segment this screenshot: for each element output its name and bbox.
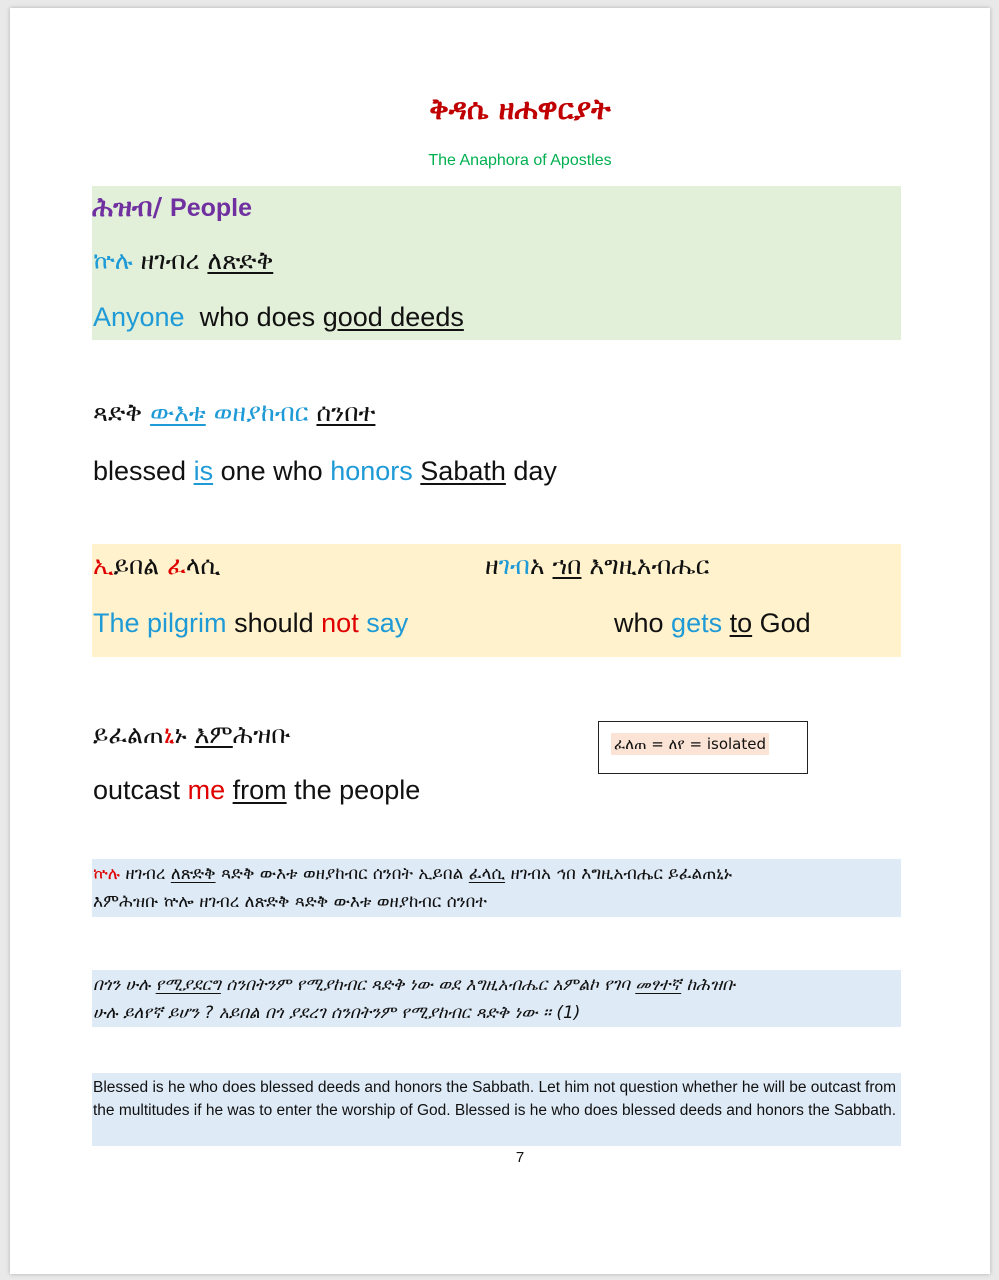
page-title: ቅዳሴ ዘሐዋርያት: [429, 92, 611, 126]
section3-english-left: The pilgrim should not say: [93, 608, 409, 638]
page-number: 7: [515, 1149, 525, 1166]
section2-english-line: blessed is one who honors Sabath day: [93, 456, 557, 486]
section2-geez-line: ጻድቅ ውእቱ ወዘያከብር ሰንበተ: [93, 398, 376, 427]
section3-geez-right: ዘገብአ ኀበ እግዚአብሔር: [485, 551, 710, 580]
amharic-summary-text: በጎን ሁሉ የሚያደርግ ሰንበትንም የሚያከብር ጻድቅ ነው ወደ እግዚአብሔር አምልኮ የገባ መፃተኛ ከሕዝቡ ሁሉ ይለየኛ ይሆን ? አይበል በጎ ያደረገ ሰንበትንም የሚያከብር ጻድቅ ነው ። (1): [93, 975, 736, 1023]
section1-english-line: Anyone who does good deeds: [93, 302, 464, 332]
page-subtitle: The Anaphora of Apostles: [428, 152, 612, 169]
definition-note-box: [598, 721, 808, 774]
section1-geez-line: ኵሉ ዘገብረ ለጽድቅ: [93, 246, 274, 275]
section3-geez-left: ኢይበል ፈላሲ: [93, 551, 221, 580]
people-heading: ሕዝብ/ People: [92, 193, 253, 223]
section4-geez-line: ይፈልጠኒኑ እምሕዝቡ: [93, 720, 291, 749]
definition-note: ፈለጠ = ለየ = isolated: [611, 733, 769, 755]
geez-summary-text: ኵሉ ዘገብረ ለጽድቅ ጻድቅ ውእቱ ወዘያከብር ሰንበት ኢይበል ፈላሲ ዘገብአ ኅበ እግዚአብሔር ይፈልጠኒኑ እምሕዝቡ ኵሎ ዘገብረ ለጽድቅ ጻድቅ ውእቱ ወዘያከብር ሰንበተ: [93, 864, 732, 912]
section4-english-line: outcast me from the people: [93, 775, 421, 805]
section3-english-right: who gets to God: [614, 608, 811, 638]
english-summary-text: Blessed is he who does blessed deeds and honors the Sabbath. Let him not question whether he will be outcast from the multitudes if he was to enter the worship of God. Blessed is he who does blessed deeds and honors the Sabbath.: [93, 1079, 897, 1119]
